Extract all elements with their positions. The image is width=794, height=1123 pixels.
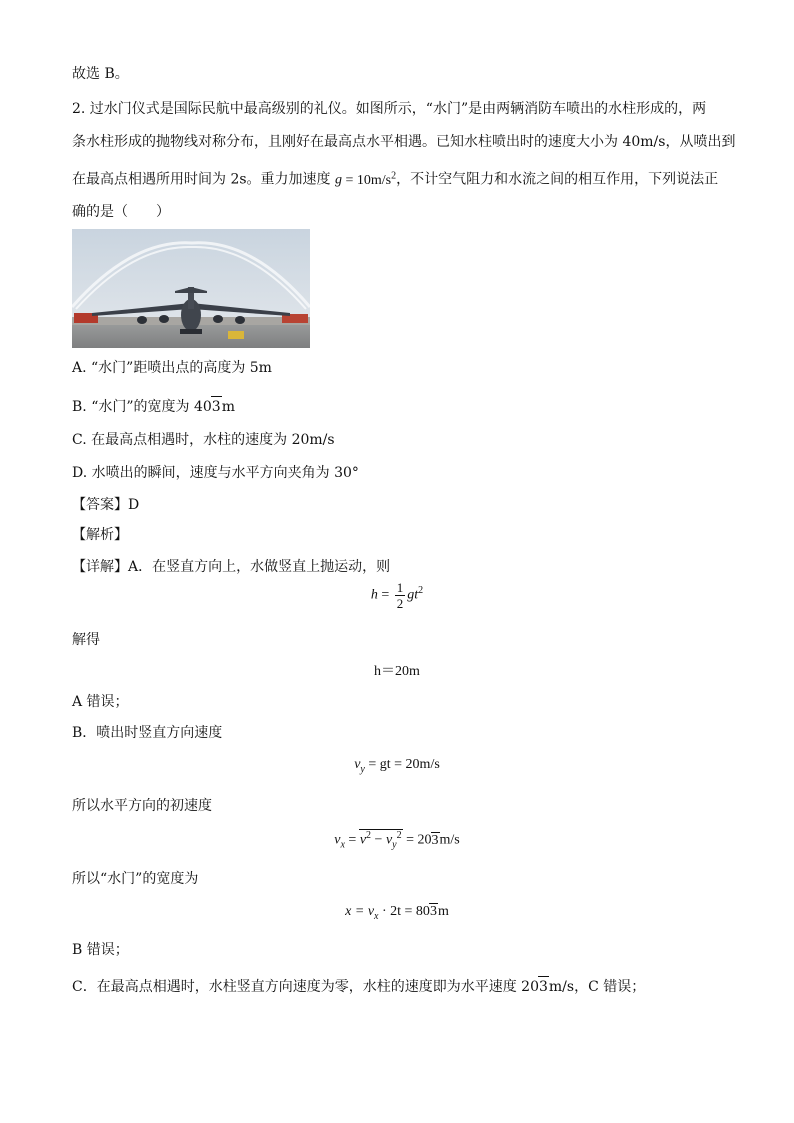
question-line-3 — [72, 166, 718, 191]
b-wrong: B 错误； — [72, 942, 129, 958]
vx-middle: = 20 — [402, 832, 432, 848]
question-line-2: 条水柱形成的抛物线对称分布，且刚好在最高点水平相遇。已知水柱喷出时的速度大小为 40m/s，从喷出到 — [72, 134, 736, 150]
answer-line — [72, 495, 139, 515]
b-intro: B．喷出时竖直方向速度 — [72, 725, 223, 741]
c-text-post: m/s，C 错误； — [548, 979, 646, 995]
option-a: A. “水门”距喷出点的高度为 5m — [72, 360, 272, 376]
question-line-4: 确的是（ ） — [72, 204, 170, 220]
vx-formula: $v_x = v^2 - v_y^2 = 203m/s$ — [334, 830, 460, 851]
solve-label: 解得 — [72, 632, 100, 648]
height-formula: h = $\frac{1}{2}$ $gt^2$ — [370, 580, 424, 611]
x-eq-mid: · 2t = 80 — [378, 904, 430, 919]
height-result: h＝20m — [374, 664, 420, 679]
option-b-text: B. “水门”的宽度为 40 — [72, 399, 212, 415]
answer-value: D — [128, 497, 140, 513]
detail-intro: 【详解】A．在竖直方向上，水做竖直上抛运动，则 — [72, 559, 391, 575]
water-gate-photo — [72, 229, 310, 348]
question-line-1: 2. 过水门仪式是国际民航中最高级别的礼仪。如图所示，“水门”是由两辆消防车喷出的水柱形成的，两 — [72, 101, 707, 117]
b-horizontal: 所以水平方向的初速度 — [72, 798, 212, 814]
x-eq-unit: m — [437, 904, 449, 919]
answer-label: 【答案】 — [72, 497, 128, 513]
gravity-formula: $g = 10m/s^2$ — [335, 170, 397, 188]
question-line-3-text: 在最高点相遇所用时间为 2s。重力加速度 — [72, 171, 335, 188]
option-c: C. 在最高点相遇时，水柱的速度为 20m/s — [72, 432, 335, 448]
vy-equation: = gt = 20m/s — [368, 757, 440, 772]
option-b-unit: m — [221, 399, 235, 415]
sqrt-3: 3 — [211, 396, 222, 417]
x-eq-pre: x = v — [345, 904, 375, 919]
c-text-pre: C．在最高点相遇时，水柱竖直方向速度为零，水柱的速度即为水平速度 20 — [72, 979, 539, 995]
one-half-fraction: $\frac{1}{2}$ — [396, 580, 404, 611]
analysis-label: 【解析】 — [72, 527, 128, 543]
width-intro: 所以“水门”的宽度为 — [72, 871, 199, 887]
width-formula: $x = v_x \cdot 2t = 803m$ — [345, 904, 449, 922]
vx-unit: m/s — [439, 832, 460, 848]
airplane-water-arch-image — [72, 229, 310, 348]
a-wrong: A 错误； — [72, 694, 129, 710]
prev-answer-line: 故选 B。 — [72, 66, 129, 82]
c-explanation: C．在最高点相遇时，水柱竖直方向速度为零，水柱的速度即为水平速度 203m/s，C 错误； — [72, 976, 645, 997]
question-line-3-rest: ，不计空气阻力和水流之间的相互作用，下列说法正 — [396, 171, 719, 188]
option-d: D. 水喷出的瞬间，速度与水平方向夹角为 30° — [72, 465, 359, 481]
vy-formula: $v_y$ = gt = 20m/s — [354, 757, 440, 775]
option-b — [72, 396, 235, 417]
